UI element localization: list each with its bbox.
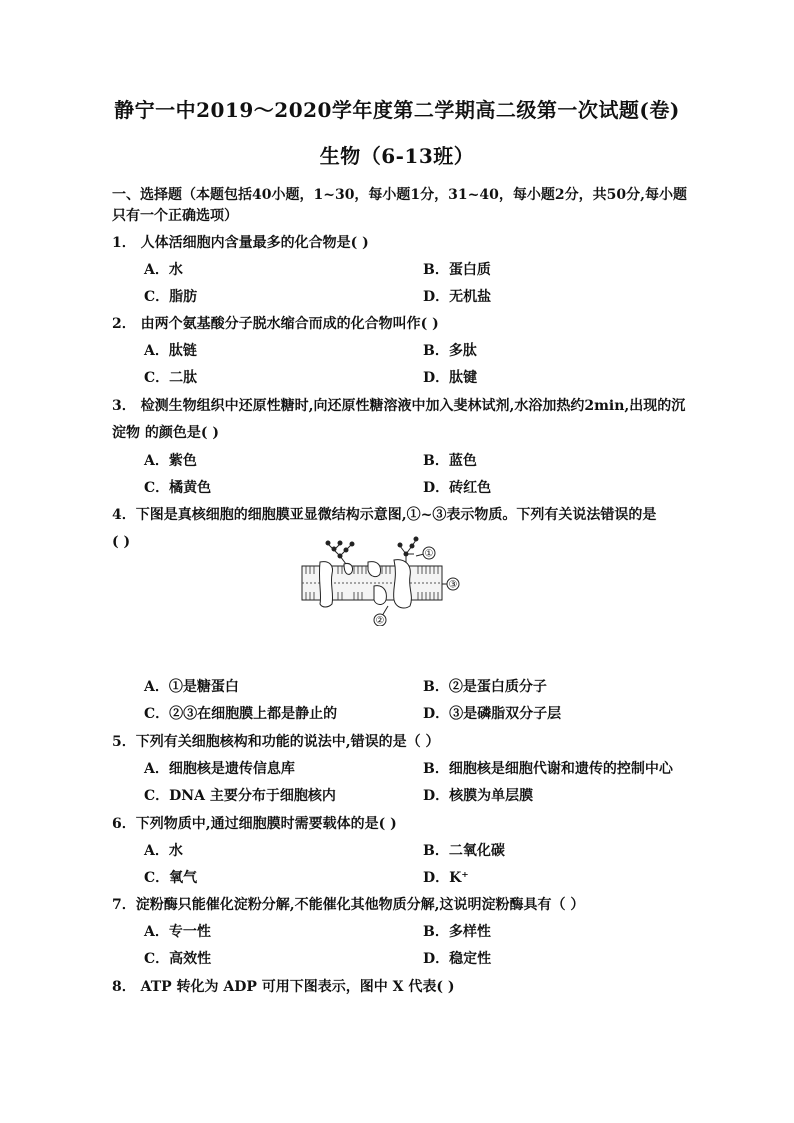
sugar-chain-left bbox=[326, 541, 354, 564]
question-8-stem: 8． ATP 转化为 ADP 可用下图表示，图中 X 代表( ) bbox=[112, 979, 455, 995]
diagram-label-1: ① bbox=[424, 548, 434, 560]
diagram-label-2: ② bbox=[375, 615, 385, 626]
question-6-option-b: B．二氧化碳 bbox=[423, 843, 505, 859]
question-2-option-d: D．肽键 bbox=[423, 370, 478, 386]
question-3-option-b: B．蓝色 bbox=[423, 453, 477, 469]
question-1-option-a: A．水 bbox=[144, 262, 183, 278]
question-1-option-c: C．脂肪 bbox=[144, 289, 198, 305]
question-4-stem-line1: 4．下图是真核细胞的细胞膜亚显微结构示意图,①~③表示物质。下列有关说法错误的是 bbox=[112, 507, 657, 523]
question-1-option-b: B．蛋白质 bbox=[423, 262, 491, 278]
question-3-option-d: D．砖红色 bbox=[423, 480, 492, 496]
question-6-option-d: D．K⁺ bbox=[423, 870, 469, 886]
question-5-option-c: C．DNA 主要分布于细胞核内 bbox=[144, 788, 336, 804]
question-4-stem-line2: ( ) bbox=[112, 534, 131, 550]
question-7-stem: 7．淀粉酶只能催化淀粉分解,不能催化其他物质分解,这说明淀粉酶具有（ ） bbox=[112, 897, 585, 913]
cell-membrane-diagram bbox=[298, 534, 460, 626]
exam-title: 静宁一中2019～2020学年度第二学期高二级第一次试题(卷) bbox=[114, 98, 680, 122]
question-7-option-b: B．多样性 bbox=[423, 924, 491, 940]
question-5-option-b: B．细胞核是细胞代谢和遗传的控制中心 bbox=[423, 761, 673, 777]
section-instruction-line2: 只有一个正确选项） bbox=[112, 208, 238, 224]
question-2-option-c: C．二肽 bbox=[144, 370, 198, 386]
question-2-stem: 2． 由两个氨基酸分子脱水缩合而成的化合物叫作( ) bbox=[112, 316, 439, 332]
exam-subtitle: 生物（6-13班） bbox=[319, 144, 475, 168]
question-2-option-a: A．肽链 bbox=[144, 343, 197, 359]
question-7-option-c: C．高效性 bbox=[144, 951, 212, 967]
question-5-stem: 5．下列有关细胞核构和功能的说法中,错误的是（ ） bbox=[112, 734, 440, 750]
question-5-option-d: D．核膜为单层膜 bbox=[423, 788, 534, 804]
question-3-option-c: C．橘黄色 bbox=[144, 480, 212, 496]
question-5-option-a: A．细胞核是遗传信息库 bbox=[144, 761, 295, 777]
question-1-stem: 1． 人体活细胞内含量最多的化合物是( ) bbox=[112, 235, 369, 251]
question-4-option-a: A．①是糖蛋白 bbox=[144, 679, 239, 695]
question-6-stem: 6．下列物质中,通过细胞膜时需要载体的是( ) bbox=[112, 816, 397, 832]
question-4-option-d: D．③是磷脂双分子层 bbox=[423, 706, 562, 722]
section-instruction-line1: 一、选择题（本题包括40小题，1~30，每小题1分，31~40，每小题2分，共50分,每小题 bbox=[112, 187, 687, 203]
question-3-option-a: A．紫色 bbox=[144, 453, 197, 469]
diagram-label-3: ③ bbox=[448, 579, 458, 591]
question-4-option-c: C．②③在细胞膜上都是静止的 bbox=[144, 706, 338, 722]
question-6-option-a: A．水 bbox=[144, 843, 183, 859]
question-1-option-d: D．无机盐 bbox=[423, 289, 492, 305]
question-3-stem-line1: 3． 检测生物组织中还原性糖时,向还原性糖溶液中加入斐林试剂,水浴加热约2min,出现的沉 bbox=[112, 398, 686, 414]
question-4-option-b: B．②是蛋白质分子 bbox=[423, 679, 547, 695]
question-7-option-a: A．专一性 bbox=[144, 924, 211, 940]
question-3-stem-line2: 淀物 的颜色是( ) bbox=[112, 425, 219, 441]
question-7-option-d: D．稳定性 bbox=[423, 951, 492, 967]
question-6-option-c: C．氧气 bbox=[144, 870, 198, 886]
question-2-option-b: B．多肽 bbox=[423, 343, 477, 359]
